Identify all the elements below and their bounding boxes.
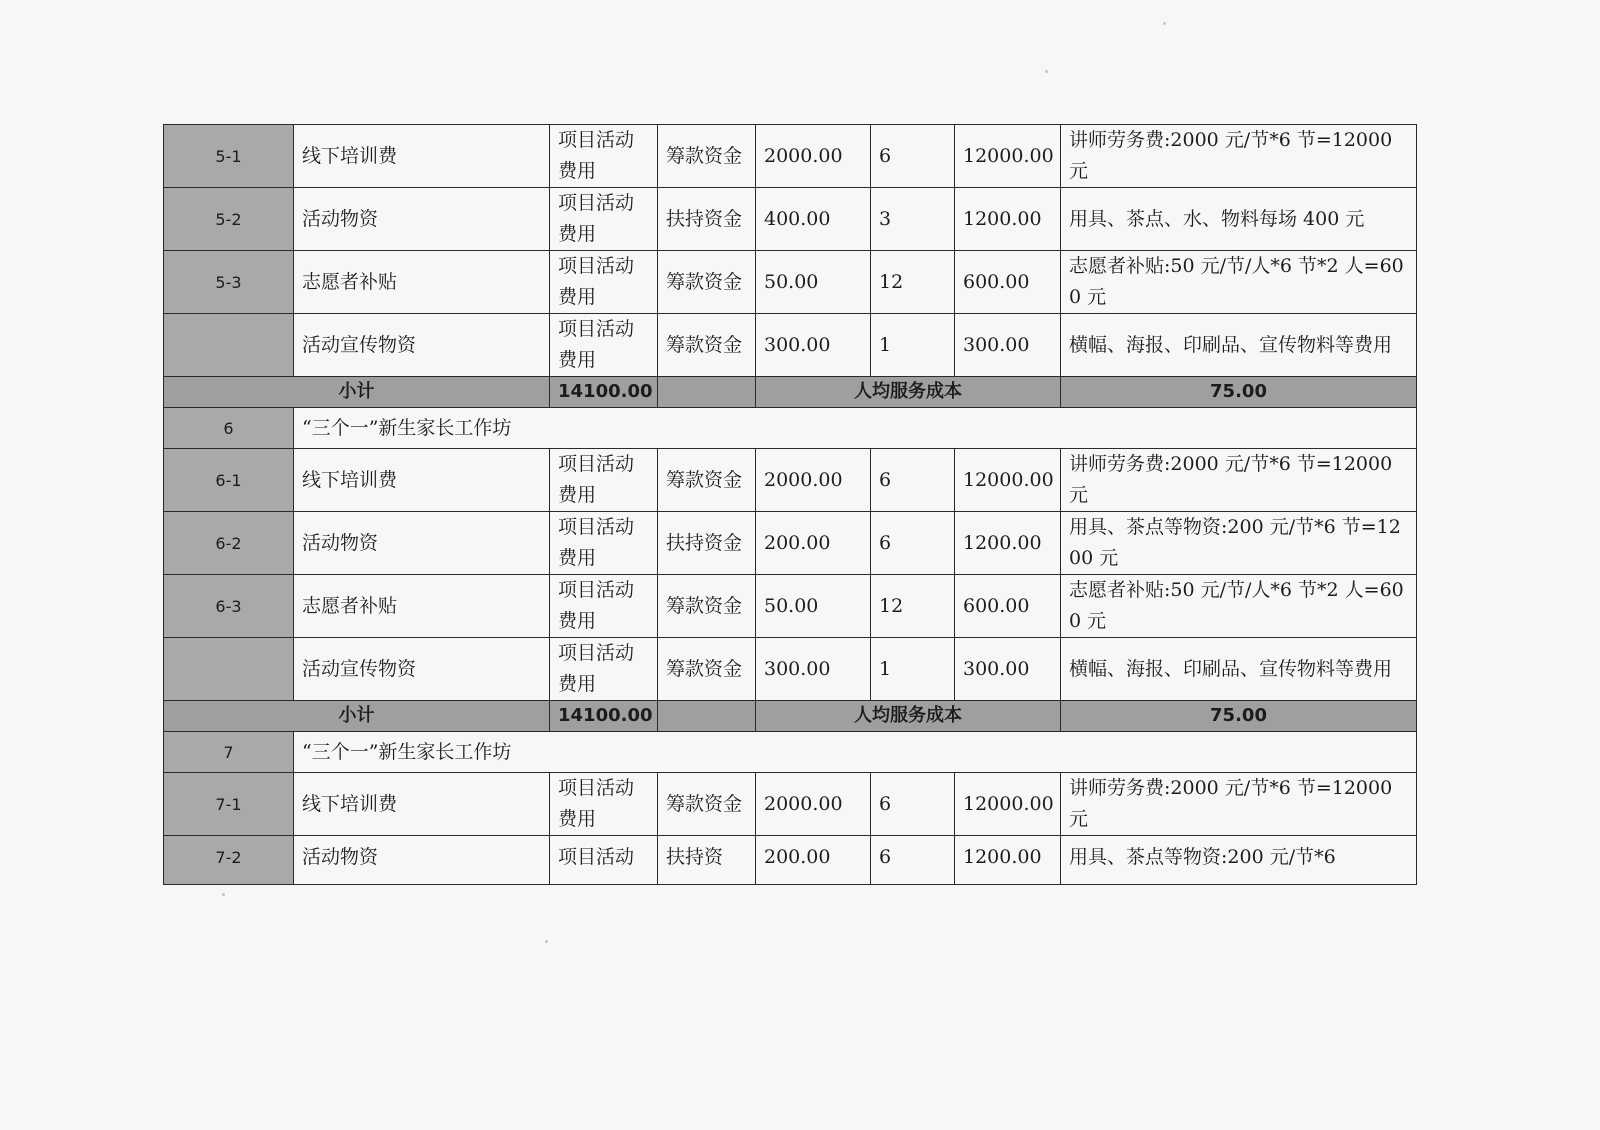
item-name: 线下培训费	[294, 125, 550, 188]
item-category: 项目活动费用	[550, 125, 658, 188]
table-row	[164, 125, 1417, 188]
item-note: 横幅、海报、印刷品、宣传物料等费用	[1061, 638, 1417, 701]
item-code: 7-1	[164, 773, 294, 836]
item-amount: 12000.00	[955, 449, 1061, 512]
table-row	[164, 449, 1417, 512]
item-code: 6-2	[164, 512, 294, 575]
section-code: 6	[164, 408, 294, 449]
item-quantity: 6	[871, 512, 955, 575]
table-row	[164, 512, 1417, 575]
item-amount: 600.00	[955, 251, 1061, 314]
item-quantity: 3	[871, 188, 955, 251]
item-unit-price: 300.00	[756, 314, 871, 377]
item-code: 7-2	[164, 836, 294, 885]
item-code: 5-2	[164, 188, 294, 251]
item-amount: 12000.00	[955, 125, 1061, 188]
per-capita-cost-value: 75.00	[1061, 701, 1417, 732]
item-funding-source: 筹款资金	[658, 125, 756, 188]
item-note: 志愿者补贴:50 元/节/人*6 节*2 人=600 元	[1061, 575, 1417, 638]
item-unit-price: 2000.00	[756, 449, 871, 512]
item-unit-price: 300.00	[756, 638, 871, 701]
item-funding-source: 筹款资金	[658, 449, 756, 512]
subtotal-label: 小计	[164, 377, 550, 408]
table-row	[164, 188, 1417, 251]
subtotal-label: 小计	[164, 701, 550, 732]
item-category: 项目活动费用	[550, 575, 658, 638]
subtotal-amount: 14100.00	[550, 701, 658, 732]
item-category: 项目活动费用	[550, 449, 658, 512]
subtotal-row	[164, 377, 1417, 408]
section-title: “三个一”新生家长工作坊	[294, 408, 1417, 449]
item-funding-source: 筹款资金	[658, 773, 756, 836]
item-note: 讲师劳务费:2000 元/节*6 节=12000 元	[1061, 449, 1417, 512]
item-amount: 1200.00	[955, 512, 1061, 575]
item-quantity: 12	[871, 575, 955, 638]
item-code: 6-3	[164, 575, 294, 638]
item-category: 项目活动费用	[550, 251, 658, 314]
item-category: 项目活动费用	[550, 314, 658, 377]
per-capita-cost-value: 75.00	[1061, 377, 1417, 408]
item-funding-source: 筹款资金	[658, 314, 756, 377]
subtotal-blank	[658, 701, 756, 732]
item-funding-source: 扶持资	[658, 836, 756, 885]
item-quantity: 6	[871, 836, 955, 885]
item-quantity: 1	[871, 638, 955, 701]
item-name: 活动宣传物资	[294, 314, 550, 377]
item-unit-price: 400.00	[756, 188, 871, 251]
item-note: 讲师劳务费:2000 元/节*6 节=12000 元	[1061, 773, 1417, 836]
item-amount: 300.00	[955, 638, 1061, 701]
per-capita-cost-label: 人均服务成本	[756, 377, 1061, 408]
item-name: 志愿者补贴	[294, 251, 550, 314]
item-note: 横幅、海报、印刷品、宣传物料等费用	[1061, 314, 1417, 377]
item-unit-price: 200.00	[756, 836, 871, 885]
item-name: 线下培训费	[294, 449, 550, 512]
item-category: 项目活动	[550, 836, 658, 885]
item-name: 活动物资	[294, 512, 550, 575]
item-funding-source: 筹款资金	[658, 575, 756, 638]
item-category: 项目活动费用	[550, 638, 658, 701]
item-note: 用具、茶点等物资:200 元/节*6 节=1200 元	[1061, 512, 1417, 575]
table-row	[164, 836, 1417, 885]
item-amount: 1200.00	[955, 836, 1061, 885]
item-category: 项目活动费用	[550, 773, 658, 836]
item-code: 6-1	[164, 449, 294, 512]
item-note: 讲师劳务费:2000 元/节*6 节=12000 元	[1061, 125, 1417, 188]
subtotal-amount: 14100.00	[550, 377, 658, 408]
item-quantity: 12	[871, 251, 955, 314]
item-name: 活动物资	[294, 188, 550, 251]
item-quantity: 6	[871, 773, 955, 836]
subtotal-row	[164, 701, 1417, 732]
item-amount: 300.00	[955, 314, 1061, 377]
budget-table	[163, 124, 1417, 885]
item-quantity: 1	[871, 314, 955, 377]
table-row	[164, 251, 1417, 314]
table-row	[164, 575, 1417, 638]
item-name: 活动物资	[294, 836, 550, 885]
item-code	[164, 314, 294, 377]
item-amount: 1200.00	[955, 188, 1061, 251]
item-quantity: 6	[871, 449, 955, 512]
item-unit-price: 200.00	[756, 512, 871, 575]
table-row	[164, 773, 1417, 836]
table-row	[164, 314, 1417, 377]
item-name: 线下培训费	[294, 773, 550, 836]
per-capita-cost-label: 人均服务成本	[756, 701, 1061, 732]
item-funding-source: 扶持资金	[658, 512, 756, 575]
item-unit-price: 2000.00	[756, 125, 871, 188]
item-note: 志愿者补贴:50 元/节/人*6 节*2 人=600 元	[1061, 251, 1417, 314]
item-unit-price: 50.00	[756, 251, 871, 314]
item-name: 活动宣传物资	[294, 638, 550, 701]
item-funding-source: 筹款资金	[658, 251, 756, 314]
item-unit-price: 50.00	[756, 575, 871, 638]
section-title: “三个一”新生家长工作坊	[294, 732, 1417, 773]
item-funding-source: 扶持资金	[658, 188, 756, 251]
item-amount: 12000.00	[955, 773, 1061, 836]
table-row	[164, 638, 1417, 701]
item-code	[164, 638, 294, 701]
section-code: 7	[164, 732, 294, 773]
item-note: 用具、茶点、水、物料每场 400 元	[1061, 188, 1417, 251]
item-unit-price: 2000.00	[756, 773, 871, 836]
item-category: 项目活动费用	[550, 512, 658, 575]
item-code: 5-3	[164, 251, 294, 314]
item-name: 志愿者补贴	[294, 575, 550, 638]
item-quantity: 6	[871, 125, 955, 188]
item-amount: 600.00	[955, 575, 1061, 638]
section-row	[164, 732, 1417, 773]
section-row	[164, 408, 1417, 449]
item-funding-source: 筹款资金	[658, 638, 756, 701]
subtotal-blank	[658, 377, 756, 408]
table-body	[164, 125, 1417, 885]
item-code: 5-1	[164, 125, 294, 188]
item-note: 用具、茶点等物资:200 元/节*6	[1061, 836, 1417, 885]
item-category: 项目活动费用	[550, 188, 658, 251]
